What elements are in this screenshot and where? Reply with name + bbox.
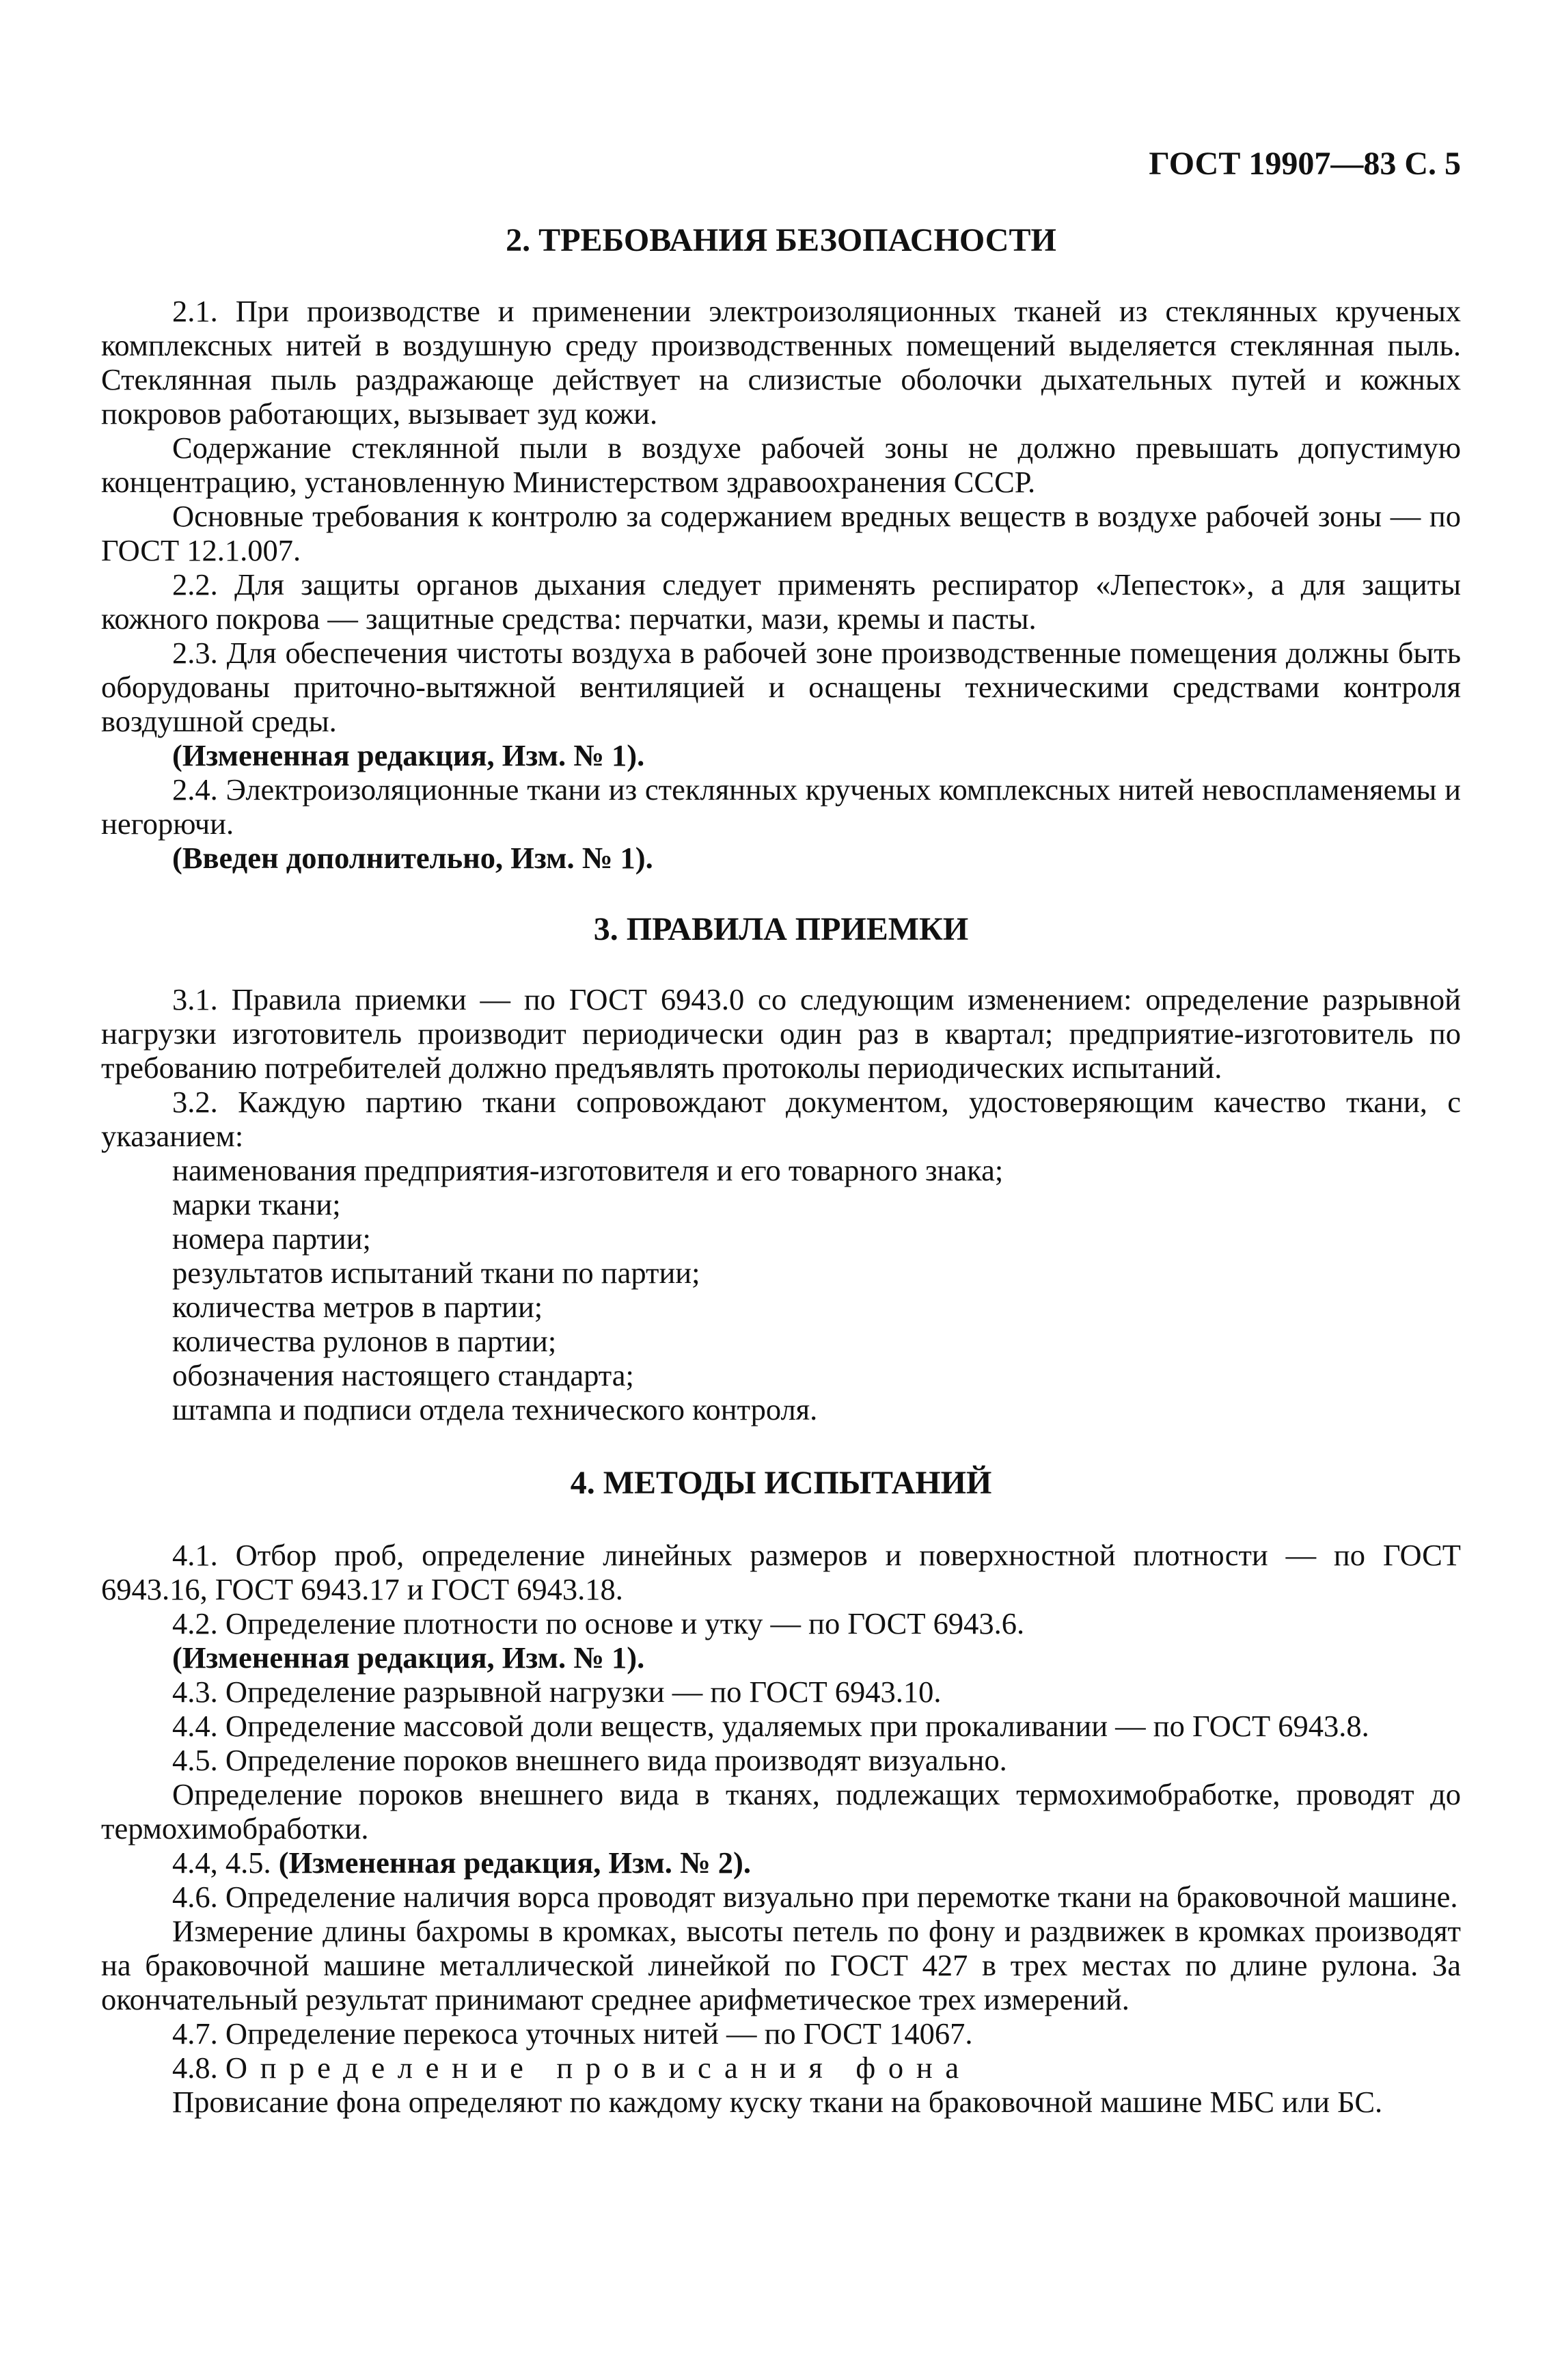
amendment-note: (Введен дополнительно, Изм. № 1). [172, 841, 653, 875]
paragraph-2-1-control: Основные требования к контролю за содержанием вредных веществ в воздухе рабочей зоны — по ГОСТ 12.1.007. [101, 499, 1461, 567]
section-4-title: 4. МЕТОДЫ ИСПЫТАНИЙ [570, 1465, 992, 1501]
list-item: номера партии; [172, 1221, 371, 1256]
amendment-note: (Измененная редакция, Изм. № 1). [172, 738, 645, 772]
document-page [101, 0, 1461, 2380]
amendment-note: (Измененная редакция, Изм. № 1). [172, 1640, 645, 1675]
paragraph-4-7: 4.7. Определение перекоса уточных нитей — по ГОСТ 14067. [172, 2016, 973, 2051]
paragraph-4-4: 4.4. Определение массовой доли веществ, удаляемых при прокаливании — по ГОСТ 6943.8. [172, 1709, 1369, 1743]
amendment-note: (Измененная редакция, Изм. № 2). [278, 1845, 751, 1880]
paragraph-2-2: 2.2. Для защиты органов дыхания следует применять респиратор «Лепесток», а для защиты кожного покрова — защитные средства: перчатки, мази, кремы и пасты. [101, 567, 1461, 636]
list-item: результатов испытаний ткани по партии; [172, 1256, 700, 1290]
section-3-body [101, 982, 1461, 1426]
paragraph-2-1: 2.1. При производстве и применении электроизоляционных тканей из стеклянных крученых комплексных нитей в воздушную среду производственных помещений выделяется стеклянная пыль. Стеклянная пыль раздражающе действует на слизистые оболочки дыхательных путей и кожных покровов работающих, вызывает зуд кожи. [101, 294, 1461, 431]
list-item: марки ткани; [172, 1187, 341, 1221]
section-4-body [101, 1538, 1461, 2119]
paragraph-2-1-dust-limit: Содержание стеклянной пыли в воздухе рабочей зоны не должно превышать допустимую концентрацию, установленную Министерством здравоохранения СССР. [101, 431, 1461, 499]
paragraph-2-3: 2.3. Для обеспечения чистоты воздуха в рабочей зоне производственные помещения должны быть оборудованы приточно-вытяжной вентиляцией и оснащены техническими средствами контроля воздушной среды. [101, 636, 1461, 738]
spaced-subheading: Определение провисания фона [225, 2051, 972, 2085]
page-header: ГОСТ 19907—83 С. 5 [1149, 146, 1461, 182]
paragraph-3-2: 3.2. Каждую партию ткани сопровождают документом, удостоверяющим качество ткани, с указанием: [101, 1085, 1461, 1153]
paragraph-4-6: 4.6. Определение наличия ворса проводят визуально при перемотке ткани на браковочной машине. [172, 1880, 1458, 1914]
amendment-clause-refs: 4.4, 4.5. [172, 1845, 279, 1880]
section-2-title: 2. ТРЕБОВАНИЯ БЕЗОПАСНОСТИ [506, 222, 1056, 258]
paragraph-4-8 [101, 2051, 1461, 2085]
paragraph-3-1: 3.1. Правила приемки — по ГОСТ 6943.0 со следующим изменением: определение разрывной нагрузки изготовитель производит периодически один раз в квартал; предприятие-изготовитель по требованию потребителей должно предъявлять протоколы периодических испытаний. [101, 982, 1461, 1085]
list-item: количества рулонов в партии; [172, 1324, 557, 1358]
paragraph-4-3: 4.3. Определение разрывной нагрузки — по ГОСТ 6943.10. [172, 1675, 942, 1709]
paragraph-4-6-fringe: Измерение длины бахромы в кромках, высоты петель по фону и раздвижек в кромках производят на браковочной машине металлической линейкой по ГОСТ 427 в трех местах по длине рулона. За окончательный результат принимают среднее арифметическое трех измерений. [101, 1914, 1461, 2016]
section-3-title: 3. ПРАВИЛА ПРИЕМКИ [593, 911, 969, 947]
paragraph-4-5: 4.5. Определение пороков внешнего вида производят визуально. [172, 1743, 1007, 1777]
list-item: обозначения настоящего стандарта; [172, 1358, 634, 1392]
paragraph-4-2: 4.2. Определение плотности по основе и утку — по ГОСТ 6943.6. [172, 1606, 1025, 1640]
list-item: штампа и подписи отдела технического контроля. [172, 1392, 818, 1426]
paragraph-4-1: 4.1. Отбор проб, определение линейных размеров и поверхностной плотности — по ГОСТ 6943.16, ГОСТ 6943.17 и ГОСТ 6943.18. [101, 1538, 1461, 1606]
list-item: количества метров в партии; [172, 1290, 543, 1324]
amendment-note-4-4-4-5 [101, 1845, 1461, 1880]
paragraph-4-5-thermo: Определение пороков внешнего вида в тканях, подлежащих термохимобработке, проводят до термохимобработки. [101, 1777, 1461, 1845]
paragraph-2-4: 2.4. Электроизоляционные ткани из стеклянных крученых комплексных нитей невоспламеняемы и негорючи. [101, 772, 1461, 841]
clause-number: 4.8. [172, 2051, 225, 2085]
paragraph-4-8-text: Провисание фона определяют по каждому куску ткани на браковочной машине МБС или БС. [172, 2085, 1383, 2119]
list-item: наименования предприятия-изготовителя и его товарного знака; [172, 1153, 1004, 1187]
section-2-body [101, 294, 1461, 875]
quality-document-list [101, 1153, 1461, 1426]
